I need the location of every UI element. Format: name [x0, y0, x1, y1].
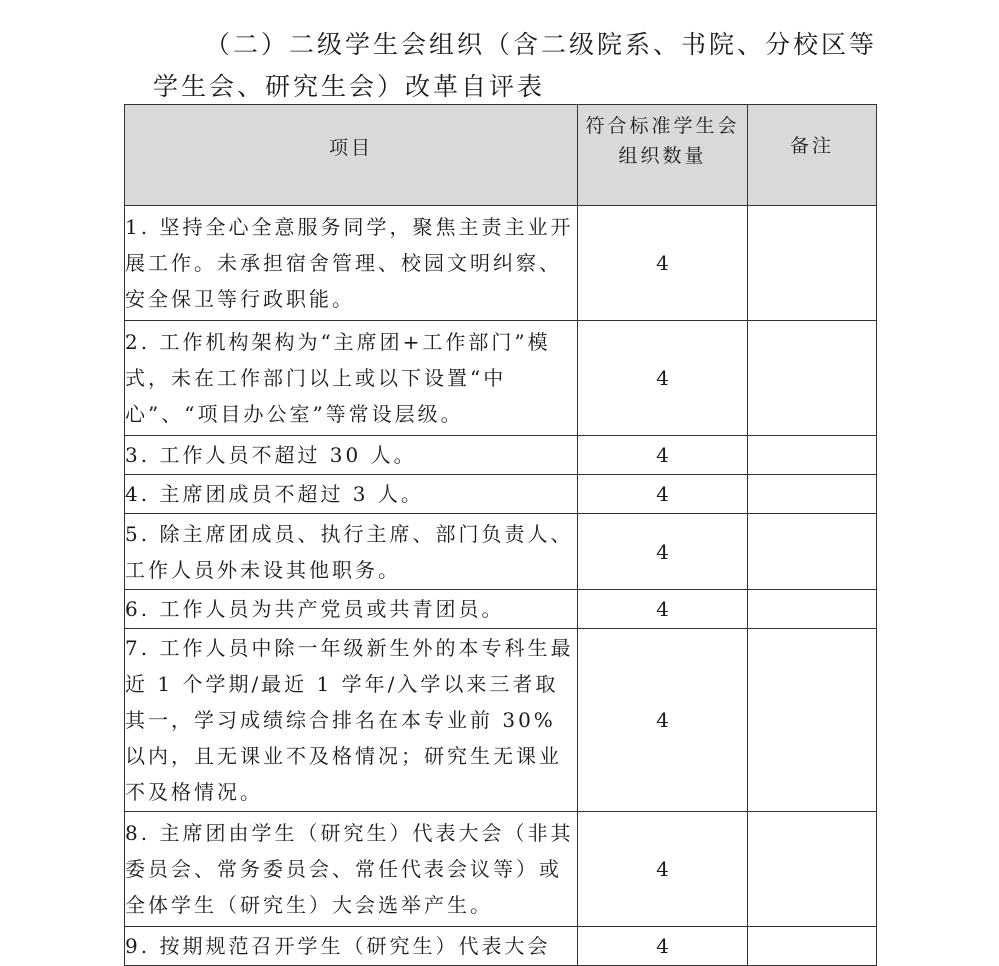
row-item: 9. 按期规范召开学生（研究生）代表大会 — [125, 927, 578, 966]
header-item: 项目 — [125, 105, 578, 206]
row-count: 4 — [578, 927, 748, 966]
table-row — [125, 206, 877, 321]
row-note — [748, 436, 877, 475]
header-count: 符合标准学生会组织数量 — [578, 105, 748, 206]
row-count: 4 — [578, 436, 748, 475]
row-item: 1. 坚持全心全意服务同学，聚焦主责主业开展工作。未承担宿舍管理、校园文明纠察、安全保卫等行政职能。 — [125, 206, 578, 321]
row-item: 7. 工作人员中除一年级新生外的本专科生最近 1 个学期/最近 1 学年/入学以来三者取其一，学习成绩综合排名在本专业前 30%以内，且无课业不及格情况；研究生无课业不及格情况。 — [125, 629, 578, 812]
row-count: 4 — [578, 475, 748, 514]
table-row — [125, 629, 877, 812]
row-count: 4 — [578, 590, 748, 629]
heading-line-1: （二）二级学生会组织（含二级院系、书院、分校区等 — [205, 30, 878, 59]
table-row — [125, 514, 877, 590]
row-count: 4 — [578, 629, 748, 812]
heading-line-2: 学生会、研究生会）改革自评表 — [153, 72, 546, 101]
table-row — [125, 590, 877, 629]
table-row — [125, 475, 877, 514]
table-row — [125, 321, 877, 436]
row-note — [748, 927, 877, 966]
row-note — [748, 812, 877, 927]
row-note — [748, 321, 877, 436]
row-note — [748, 514, 877, 590]
header-note: 备注 — [748, 105, 877, 206]
row-count: 4 — [578, 514, 748, 590]
table-row — [125, 436, 877, 475]
row-note — [748, 590, 877, 629]
document-heading — [0, 24, 999, 108]
row-item: 6. 工作人员为共产党员或共青团员。 — [125, 590, 578, 629]
row-count: 4 — [578, 812, 748, 927]
self-evaluation-table — [124, 104, 877, 966]
table-row — [125, 812, 877, 927]
row-item: 8. 主席团由学生（研究生）代表大会（非其委员会、常务委员会、常任代表会议等）或全体学生（研究生）大会选举产生。 — [125, 812, 578, 927]
row-item: 3. 工作人员不超过 30 人。 — [125, 436, 578, 475]
row-note — [748, 475, 877, 514]
row-count: 4 — [578, 206, 748, 321]
row-note — [748, 206, 877, 321]
row-note — [748, 629, 877, 812]
row-item: 2. 工作机构架构为“主席团+工作部门”模式，未在工作部门以上或以下设置“中心”、“项目办公室”等常设层级。 — [125, 321, 578, 436]
table-row — [125, 927, 877, 966]
row-item: 5. 除主席团成员、执行主席、部门负责人、工作人员外未设其他职务。 — [125, 514, 578, 590]
table-header-row — [125, 105, 877, 206]
row-count: 4 — [578, 321, 748, 436]
row-item: 4. 主席团成员不超过 3 人。 — [125, 475, 578, 514]
